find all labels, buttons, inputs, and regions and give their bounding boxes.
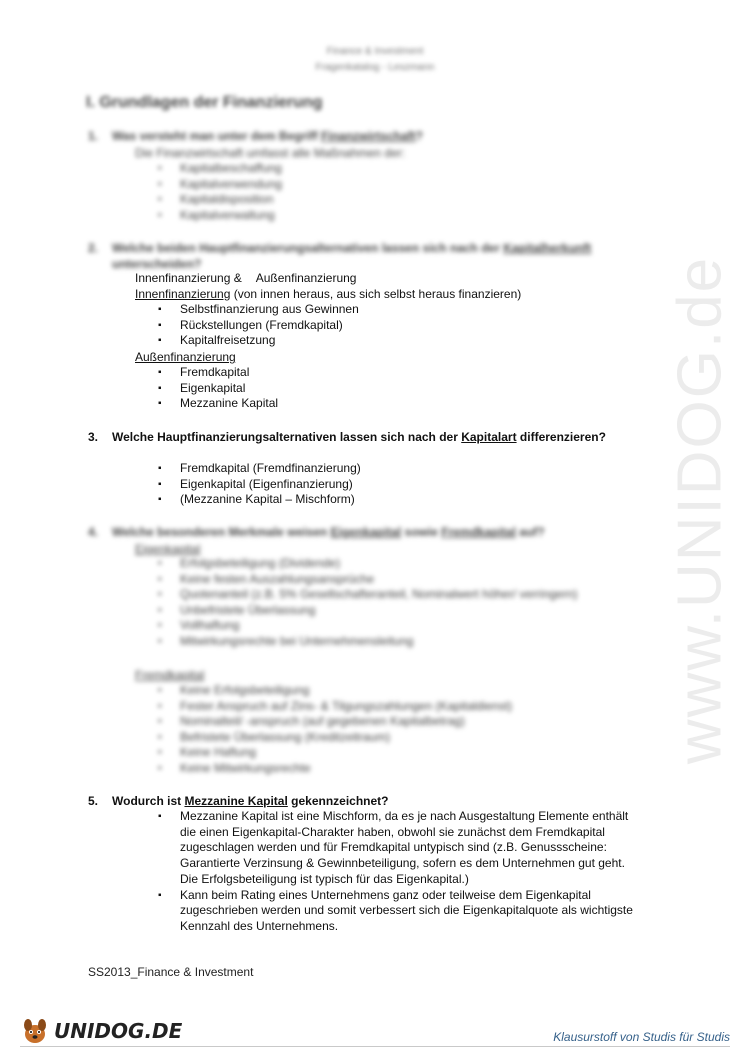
list-item: ▪ Keine Mitwirkungsrechte (158, 761, 512, 777)
list-item: ▪ Quotenanteil (z.B. 5% Gesellschafteranteil, Nominalwert höher/ verringern) (158, 587, 578, 603)
question-3-title: 3. Welche Hauptfinanzierungsalternativen lassen sich nach der Kapitalart differenzieren? (88, 430, 606, 444)
question-4 (88, 524, 648, 540)
question-4-title: 4. Welche besonderen Merkmale weisen Eigenkapital sowie Fremdkapital auf? (88, 525, 545, 539)
list-item: ▪ Befristete Überlassung (Kreditzeitraum) (158, 730, 512, 746)
debt-heading: Fremdkapital (135, 668, 205, 682)
list-item: ▪ Vollhaftung (158, 618, 578, 634)
header-line-2: Fragenkatalog - Leszmann (315, 62, 435, 73)
equity-list (158, 556, 578, 650)
question-5 (88, 793, 648, 809)
financing-types-line: Innenfinanzierung & Außenfinanzierung (135, 271, 357, 285)
list-item: ▪ Kapitaldisposition (158, 192, 282, 208)
list-item: ▪ Fester Anspruch auf Zins- & Tilgungszahlungen (Kapitaldienst) (158, 699, 512, 715)
list-item: ▪ Kapitalfreisetzung (158, 333, 359, 349)
footer-divider (20, 1046, 730, 1047)
list-item: ▪ Kapitalverwaltung (158, 208, 282, 224)
tagline: Klausurstoff von Studis für Studis (553, 1030, 730, 1044)
outer-financing-heading: Außenfinanzierung (135, 350, 236, 364)
question-1-intro: Die Finanzwirtschaft umfasst alle Maßnahmen der: (135, 146, 406, 160)
question-5-title: 5. Wodurch ist Mezzanine Kapital gekennzeichnet? (88, 794, 389, 808)
list-item: ▪ Mezzanine Kapital ist eine Mischform, da es je nach Ausgestaltung Elemente enthält die einen Eigenkapital-Charakter haben, obwohl sie zunächst dem Fremdkapital zugeschlagen werden und für Fremdkapital untypisch sind (z.B. Genussscheine: Garantierte Verzinsung & Gewinnbeteiligung, sofern es dem Unternehmen gut geht. Die Erfolgsbeteiligung ist typisch für das Eigenkapital.) (158, 809, 638, 888)
list-item: ▪ Fremdkapital (158, 365, 278, 381)
list-item: ▪ Mitwirkungsrechte bei Unternehmensleitung (158, 634, 578, 650)
question-3 (88, 429, 648, 445)
logo-text: UNIDOG.DE (54, 1019, 183, 1043)
list-item: ▪ Erfolgsbeteiligung (Dividende) (158, 556, 578, 572)
question-5-list (158, 809, 638, 935)
list-item: ▪ Nominalteil/ -anspruch (auf gegebenen Kapitalbetrag) (158, 714, 512, 730)
question-1 (88, 128, 648, 144)
watermark-text: www.UNIDOG.de (665, 255, 735, 765)
question-1-list (158, 161, 282, 223)
list-item: ▪ Kann beim Rating eines Unternehmens ganz oder teilweise dem Eigenkapital zugeschrieben werden und somit verbessert sich die Eigenkapitalquote als wichtigste Kennzahl des Unternehmens. (158, 888, 638, 935)
header-line-1: Finance & Investment (326, 46, 424, 57)
debt-list (158, 683, 512, 777)
list-item: ▪ Selbstfinanzierung aus Gewinnen (158, 302, 359, 318)
list-item: ▪ Unbefristete Überlassung (158, 603, 578, 619)
course-label: SS2013_Finance & Investment (88, 965, 254, 979)
outer-financing-list (158, 365, 278, 412)
list-item: ▪ Keine Erfolgsbeteiligung (158, 683, 512, 699)
list-item: ▪ Kapitalbeschaffung (158, 161, 282, 177)
unidog-logo (20, 1016, 182, 1046)
equity-heading: Eigenkapital (135, 542, 201, 556)
list-item: ▪ Mezzanine Kapital (158, 396, 278, 412)
list-item: ▪ Eigenkapital (Eigenfinanzierung) (158, 477, 361, 493)
list-item: ▪ Kapitalverwendung (158, 177, 282, 193)
list-item: ▪ Keine Haftung (158, 745, 512, 761)
inner-financing-list (158, 302, 359, 349)
list-item: ▪ Eigenkapital (158, 381, 278, 397)
section-title: I. Grundlagen der Finanzierung (86, 94, 323, 111)
inner-financing-heading: Innenfinanzierung (von innen heraus, aus sich selbst heraus finanzieren) (135, 287, 522, 301)
question-2 (88, 240, 648, 272)
watermark (650, 255, 750, 765)
question-3-list (158, 461, 361, 508)
list-item: ▪ Keine festen Auszahlungsansprüche (158, 572, 578, 588)
list-item: ▪ Rückstellungen (Fremdkapital) (158, 318, 359, 334)
question-2-title: 2. Welche beiden Hauptfinanzierungsalternativen lassen sich nach der Kapitalherkunft unterscheiden? (88, 241, 592, 271)
dog-mascot-icon (20, 1016, 50, 1046)
list-item: ▪ (Mezzanine Kapital – Mischform) (158, 492, 361, 508)
list-item: ▪ Fremdkapital (Fremdfinanzierung) (158, 461, 361, 477)
question-1-title: 1. Was versteht man unter dem Begriff Finanzwirtschaft? (88, 129, 423, 143)
page-header (0, 44, 750, 76)
